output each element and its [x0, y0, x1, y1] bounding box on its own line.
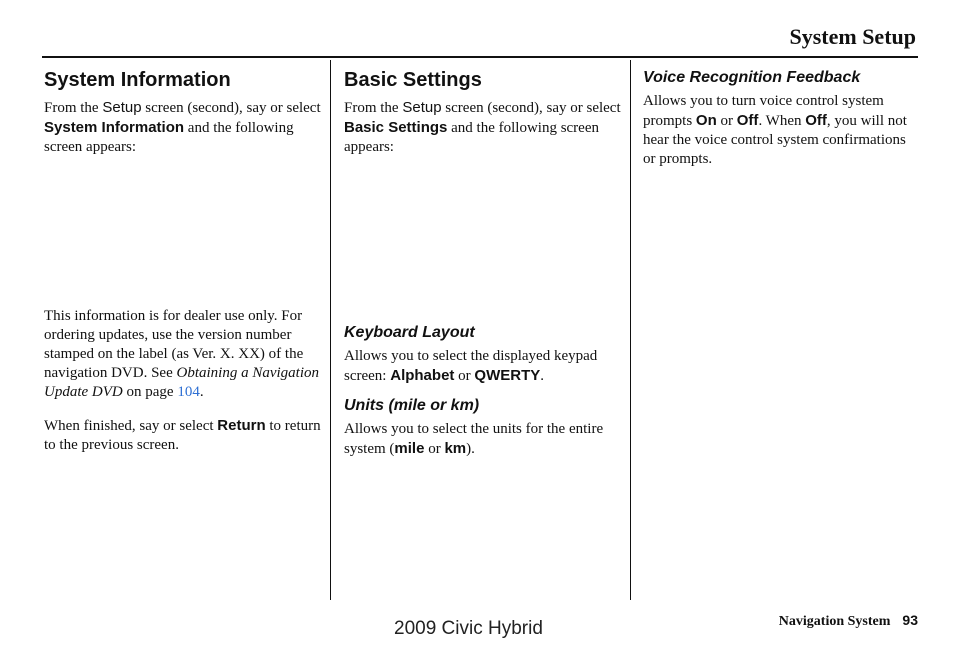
footer-section-label — [779, 612, 918, 630]
text: When finished, say or select — [44, 418, 218, 434]
intro-paragraph — [44, 98, 322, 157]
return-paragraph — [44, 416, 322, 455]
page-link-104[interactable]: 104 — [177, 384, 200, 400]
section-title-basic-settings: Basic Settings — [344, 69, 482, 91]
alphabet-option: Alphabet — [390, 367, 455, 384]
text: and the following screen appears: — [344, 120, 599, 155]
qwerty-option: QWERTY — [474, 367, 541, 384]
text: This information is for dealer use only. For ordering updates, use the version number stamped on the label (as Ver. X. XX) of the navigation DVD. See — [44, 308, 304, 381]
dealer-info-paragraph — [44, 307, 322, 402]
voice-feedback-paragraph — [643, 92, 921, 169]
text: to return to the previous screen. — [44, 418, 321, 453]
text: Allows you to select the units for the entire system ( — [344, 421, 604, 457]
column-divider — [630, 60, 631, 600]
subsection-title-units: Units (mile or km) — [344, 397, 480, 414]
text: screen (second), say or select — [141, 100, 321, 116]
subsection-title-voice-feedback: Voice Recognition Feedback — [643, 69, 861, 86]
basic-settings-option: Basic Settings — [344, 119, 448, 136]
page-header-title: System Setup — [789, 24, 916, 49]
text: or — [424, 441, 445, 457]
units-paragraph — [344, 420, 622, 459]
mile-option: mile — [394, 440, 425, 457]
basic-settings-column — [344, 66, 622, 459]
text: . — [199, 384, 204, 400]
text: From the — [344, 100, 403, 116]
intro-paragraph — [344, 98, 622, 157]
spacer — [344, 386, 622, 396]
system-information-option: System Information — [44, 119, 185, 136]
keyboard-layout-paragraph — [344, 347, 622, 386]
model-watermark: 2009 Civic Hybrid — [394, 618, 543, 639]
page-number: 93 — [902, 612, 918, 628]
text: screen (second), say or select — [441, 100, 621, 116]
text: , you will not hear the voice control system confirmations or prompts. — [643, 113, 907, 167]
text: ). — [466, 441, 475, 457]
on-option: On — [695, 112, 717, 129]
spacer — [44, 402, 322, 416]
text: . — [540, 368, 544, 384]
screen-image-area — [44, 157, 322, 307]
system-information-column — [44, 66, 322, 455]
off-option: Off — [736, 112, 759, 129]
km-option: km — [444, 440, 467, 457]
text: Allows you to select the displayed keypad screen: — [344, 348, 598, 384]
setup-menu-ref: Setup — [102, 99, 142, 116]
text: and the following screen appears: — [44, 120, 294, 155]
column-divider — [330, 60, 331, 600]
text: or — [454, 368, 475, 384]
return-option: Return — [217, 417, 266, 434]
text: or — [716, 113, 737, 129]
setup-menu-ref: Setup — [402, 99, 442, 116]
section-title-system-information: System Information — [44, 69, 231, 91]
screen-image-area — [344, 157, 622, 323]
subsection-title-keyboard-layout: Keyboard Layout — [344, 324, 475, 341]
text: From the — [44, 100, 103, 116]
footer-section-name: Navigation System — [778, 614, 891, 629]
text: . When — [758, 113, 806, 129]
text: on page — [122, 384, 178, 400]
cross-reference-title: Obtaining a Navigation Update DVD — [44, 365, 319, 400]
off-option: Off — [805, 112, 827, 129]
text: Allows you to turn voice control system prompts — [643, 93, 884, 129]
header-rule — [42, 56, 918, 58]
voice-feedback-column — [643, 66, 921, 169]
